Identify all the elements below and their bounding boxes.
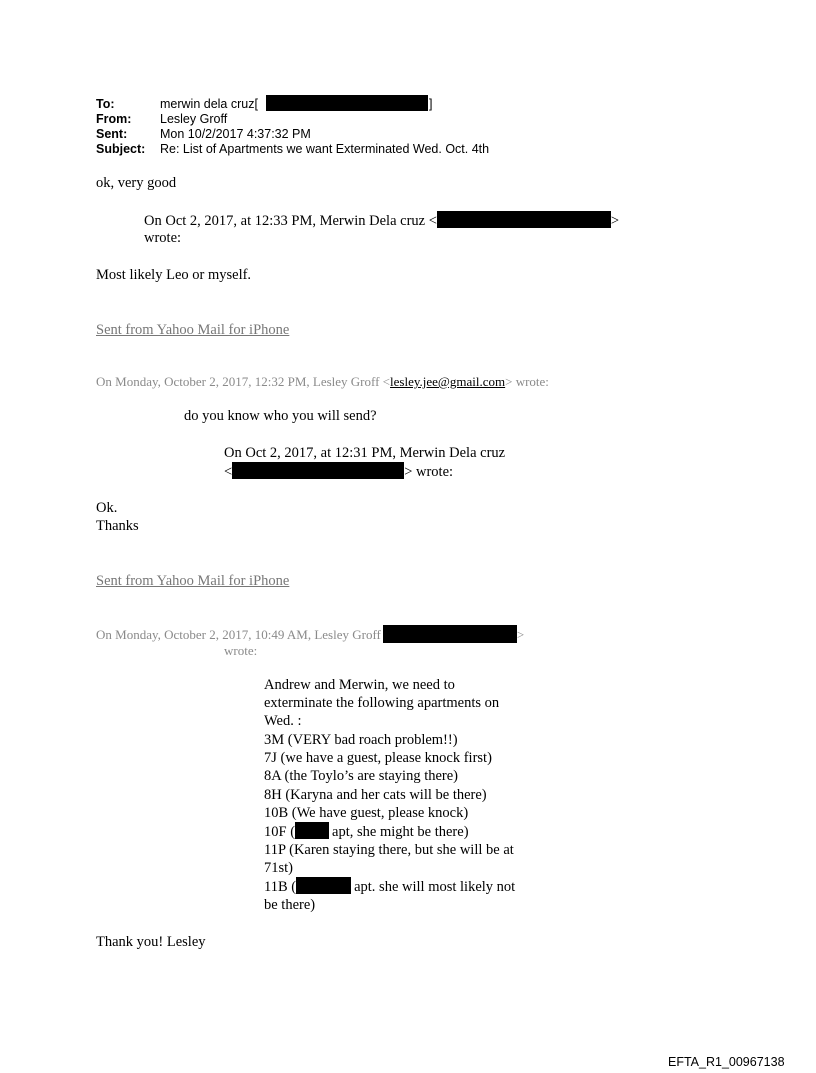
- redaction-bar: [266, 95, 428, 111]
- list-intro: exterminate the following apartments on: [264, 695, 500, 711]
- sent-from-link[interactable]: Sent from Yahoo Mail for iPhone: [96, 573, 290, 589]
- list-item: [264, 822, 469, 841]
- redaction-bar: [437, 211, 611, 228]
- list-item: 7J (we have a guest, please knock first): [264, 750, 492, 766]
- list-item: 11P (Karen staying there, but she will be at: [264, 842, 514, 858]
- message-text: Most likely Leo or myself.: [96, 267, 252, 283]
- redaction-bar: [295, 822, 329, 839]
- quote3-line2: [224, 462, 453, 481]
- sent-value: Mon 10/2/2017 4:37:32 PM: [160, 127, 311, 141]
- reply-text: ok, very good: [96, 175, 177, 191]
- quote3-suffix: > wrote:: [404, 464, 454, 480]
- list-item: 8A (the Toylo’s are staying there): [264, 768, 459, 784]
- list-intro: Andrew and Merwin, we need to: [264, 677, 455, 693]
- document-id: EFTA_R1_00967138: [668, 1055, 785, 1069]
- quote4-line1: [96, 625, 524, 643]
- quote3-line1: On Oct 2, 2017, at 12:31 PM, Merwin Dela cruz: [224, 445, 506, 461]
- list-intro: Wed. :: [264, 713, 302, 729]
- list-item-suffix: apt, she might be there): [332, 824, 469, 840]
- quote3-prefix: <: [224, 464, 233, 480]
- list-item: [264, 877, 515, 896]
- quote1-line2: wrote:: [144, 230, 182, 246]
- list-item-suffix: apt. she will most likely not: [354, 879, 516, 895]
- from-value: Lesley Groff: [160, 112, 228, 126]
- email-link[interactable]: lesley.jee@gmail.com: [390, 374, 506, 389]
- quote4-suffix: >: [516, 627, 525, 642]
- redaction-bar: [296, 877, 351, 894]
- subject-value: Re: List of Apartments we want Exterminated Wed. Oct. 4th: [160, 142, 490, 156]
- sent-from-link[interactable]: Sent from Yahoo Mail for iPhone: [96, 322, 290, 338]
- list-item: 8H (Karyna and her cats will be there): [264, 787, 487, 803]
- sent-label: Sent:: [96, 127, 128, 141]
- subject-label: Subject:: [96, 142, 146, 156]
- quote1-line1: [144, 211, 619, 230]
- list-item: 10B (We have guest, please knock): [264, 805, 469, 821]
- list-item: 71st): [264, 860, 293, 876]
- quote2-prefix: On Monday, October 2, 2017, 12:32 PM, Lesley Groff <: [96, 374, 391, 389]
- list-item-prefix: 10F (: [264, 824, 296, 840]
- message-text: do you know who you will send?: [184, 408, 377, 424]
- signoff-text: Thank you! Lesley: [96, 934, 206, 950]
- quote4-line2: wrote:: [224, 643, 258, 658]
- list-item: 3M (VERY bad roach problem!!): [264, 732, 458, 748]
- redaction-bar: [232, 462, 404, 479]
- quote1-suffix: >: [610, 213, 620, 229]
- to-value: merwin dela cruz[: [160, 97, 258, 111]
- quote2-line: [96, 374, 549, 390]
- message-text: Thanks: [96, 518, 139, 534]
- redaction-bar: [383, 625, 517, 643]
- from-label: From:: [96, 112, 132, 126]
- list-item-prefix: 11B (: [264, 879, 297, 895]
- list-item: be there): [264, 897, 316, 913]
- to-label: To:: [96, 97, 115, 111]
- quote2-suffix: > wrote:: [505, 374, 549, 389]
- to-close-bracket: ]: [429, 97, 433, 111]
- quote1-prefix: On Oct 2, 2017, at 12:33 PM, Merwin Dela cruz <: [144, 213, 437, 229]
- quote4-prefix: On Monday, October 2, 2017, 10:49 AM, Lesley Groff: [96, 627, 381, 642]
- message-text: Ok.: [96, 500, 118, 516]
